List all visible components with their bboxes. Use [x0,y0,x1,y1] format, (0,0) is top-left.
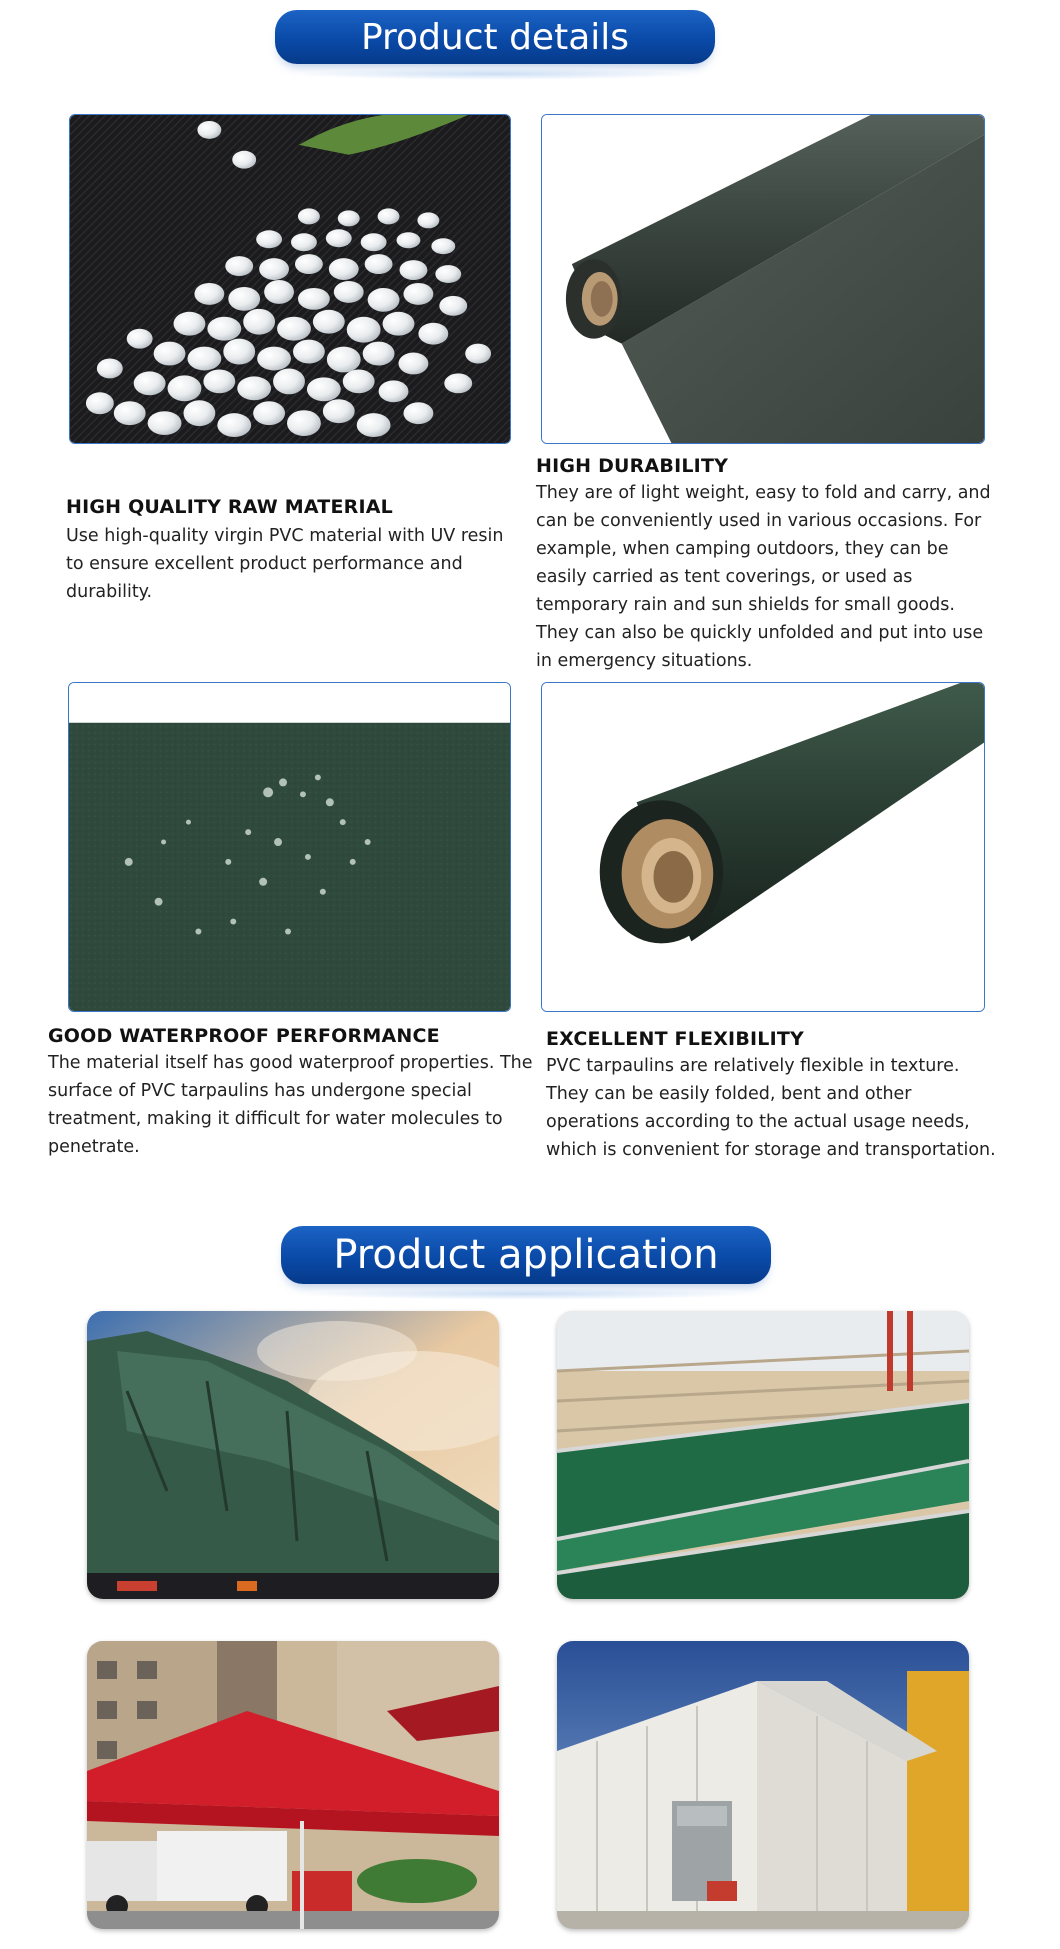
feature-heading: HIGH QUALITY RAW MATERIAL [66,496,393,518]
feature-heading: GOOD WATERPROOF PERFORMANCE [48,1025,440,1047]
product-application-banner [281,1226,771,1284]
feature-raw-material [66,496,526,606]
feature-heading: EXCELLENT FLEXIBILITY [546,1028,804,1050]
product-application-title: Product application [333,1232,719,1278]
canopy-tent-photo [87,1641,499,1929]
pvc-roll-photo [541,114,985,444]
feature-body: PVC tarpaulins are relatively flexible in texture. They can be easily folded, bent and other operations according to the actual usage needs, which is convenient for storage and transportation. [546,1056,996,1160]
product-details-title: Product details [360,16,630,58]
warehouse-tent-photo [557,1641,969,1929]
feature-heading: HIGH DURABILITY [536,455,729,477]
feature-durability [536,455,996,675]
truck-tarp-photo [87,1311,499,1599]
pvc-pellets-photo [69,114,511,444]
feature-waterproof [48,1025,538,1161]
product-details-banner [275,10,715,64]
feature-body: The material itself has good waterproof properties. The surface of PVC tarpaulins has undergone special treatment, making it difficult for water molecules to penetrate. [48,1053,533,1157]
flexible-roll-photo [541,682,985,1012]
fish-pond-photo [557,1311,969,1599]
waterproof-surface-photo [68,682,511,1012]
feature-body: Use high-quality virgin PVC material with UV resin to ensure excellent product performance and durability. [66,526,504,602]
feature-body: They are of light weight, easy to fold and carry, and can be conveniently used in various occasions. For example, when camping outdoors, they can be easily carried as tent coverings, or used as temporary rain and sun shields for small goods. They can also be quickly unfolded and put into use in emergency situations. [536,483,991,671]
feature-flexibility [546,1028,996,1164]
